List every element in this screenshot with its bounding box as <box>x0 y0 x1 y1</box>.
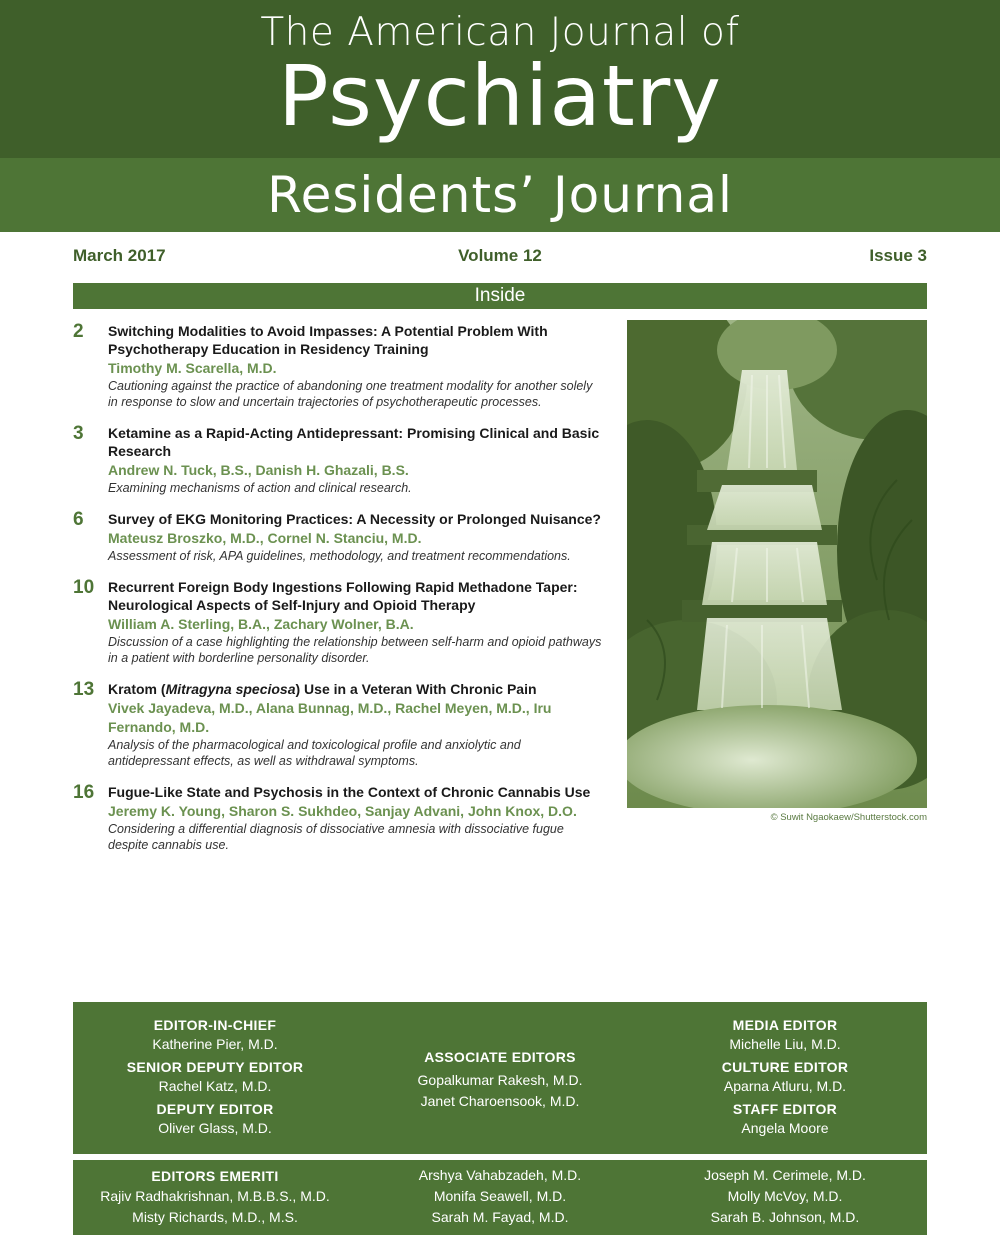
toc-page-number: 13 <box>73 679 95 700</box>
masthead-top-band <box>0 0 1000 158</box>
journal-subtitle: Residents’ Journal <box>267 166 733 224</box>
toc-title: Ketamine as a Rapid-Acting Antidepressant: Promising Clinical and Basic Research <box>108 425 600 459</box>
editors-box <box>73 1002 927 1154</box>
toc-description: Cautioning against the practice of abandoning one treatment modality for another solely in response to slow and uncertain trajectories of psychotherapeutic processes. <box>108 379 593 409</box>
editor-name: Katherine Pier, M.D. <box>152 1036 278 1052</box>
editor-name: Rachel Katz, M.D. <box>158 1078 272 1094</box>
emeriti-name: Arshya Vahabzadeh, M.D. <box>418 1167 582 1183</box>
toc-authors: William A. Sterling, B.A., Zachary Wolner, B.A. <box>108 616 414 632</box>
waterfall-photo <box>627 320 927 808</box>
issue-volume: Volume 12 <box>458 246 542 265</box>
toc-item[interactable] <box>73 680 603 769</box>
toc-title-part: ) Use in a Veteran With Chronic Pain <box>295 681 537 697</box>
editor-name: Angela Moore <box>741 1120 829 1136</box>
emeriti-name: Joseph M. Cerimele, M.D. <box>704 1167 866 1183</box>
inside-header: Inside <box>73 283 927 309</box>
toc-item[interactable] <box>73 578 603 666</box>
toc-authors: Timothy M. Scarella, M.D. <box>108 360 277 376</box>
emeriti-column-1 <box>73 1166 357 1228</box>
editor-role: MEDIA EDITOR <box>732 1017 838 1033</box>
toc-page-number: 6 <box>73 509 84 530</box>
toc-title-species: Mitragyna speciosa <box>165 681 296 697</box>
emeriti-name: Sarah M. Fayad, M.D. <box>431 1209 569 1225</box>
waterfall-illustration <box>627 320 927 808</box>
table-of-contents <box>73 322 603 867</box>
toc-title: Fugue-Like State and Psychosis in the Context of Chronic Cannabis Use <box>108 784 591 800</box>
toc-page-number: 10 <box>73 577 95 598</box>
toc-description: Assessment of risk, APA guidelines, methodology, and treatment recommendations. <box>108 549 571 563</box>
toc-authors: Vivek Jayadeva, M.D., Alana Bunnag, M.D., Rachel Meyen, M.D., Iru Fernando, M.D. <box>108 700 552 735</box>
journal-title-line1: The American Journal of <box>260 10 740 55</box>
toc-authors: Mateusz Broszko, M.D., Cornel N. Stanciu, M.D. <box>108 530 422 546</box>
toc-title-part: Kratom ( <box>108 681 166 697</box>
journal-title-psychiatry: Psychiatry <box>277 47 723 145</box>
editor-role: DEPUTY EDITOR <box>156 1101 274 1117</box>
masthead-subtitle-band <box>0 158 1000 232</box>
toc-item[interactable] <box>73 424 603 496</box>
editors-right-column <box>643 1016 927 1142</box>
editor-role: ASSOCIATE EDITORS <box>424 1049 576 1065</box>
toc-description: Analysis of the pharmacological and toxicological profile and anxiolytic and antidepressant effects, as well as withdrawal symptoms. <box>108 738 521 768</box>
emeriti-name: Sarah B. Johnson, M.D. <box>710 1209 860 1225</box>
editors-center-column <box>358 1048 642 1112</box>
editors-emeriti-box <box>73 1160 927 1235</box>
toc-title <box>108 680 603 698</box>
editor-name: Oliver Glass, M.D. <box>158 1120 272 1136</box>
emeriti-column-3 <box>643 1165 927 1228</box>
emeriti-name: Molly McVoy, M.D. <box>727 1188 843 1204</box>
toc-description: Considering a differential diagnosis of dissociative amnesia with dissociative fugue despite cannabis use. <box>108 822 564 852</box>
editor-name: Michelle Liu, M.D. <box>729 1036 841 1052</box>
toc-title: Switching Modalities to Avoid Impasses: A Potential Problem With Psychotherapy Education in Residency Training <box>108 323 548 357</box>
editor-role: CULTURE EDITOR <box>721 1059 849 1075</box>
toc-page-number: 3 <box>73 423 84 444</box>
issue-number: Issue 3 <box>869 246 927 265</box>
emeriti-name: Rajiv Radhakrishnan, M.B.B.S., M.D. <box>100 1188 330 1204</box>
toc-item[interactable] <box>73 783 603 853</box>
issue-date: March 2017 <box>73 246 166 265</box>
emeriti-column-2 <box>358 1165 642 1228</box>
toc-title: Recurrent Foreign Body Ingestions Following Rapid Methadone Taper: Neurological Aspects of Self-Injury and Opioid Therapy <box>108 579 578 613</box>
toc-item[interactable] <box>73 510 603 564</box>
photo-credit: © Suwit Ngaokaew/Shutterstock.com <box>770 812 927 823</box>
editor-role: EDITOR-IN-CHIEF <box>153 1017 277 1033</box>
editor-name: Aparna Atluru, M.D. <box>723 1078 847 1094</box>
toc-authors: Andrew N. Tuck, B.S., Danish H. Ghazali, B.S. <box>108 462 409 478</box>
issue-info-row <box>73 246 927 270</box>
editor-role: SENIOR DEPUTY EDITOR <box>126 1059 304 1075</box>
toc-page-number: 2 <box>73 321 84 342</box>
toc-title: Survey of EKG Monitoring Practices: A Necessity or Prolonged Nuisance? <box>108 511 601 527</box>
editor-name: Janet Charoensook, M.D. <box>420 1093 580 1109</box>
editor-role: STAFF EDITOR <box>732 1101 838 1117</box>
toc-description: Examining mechanisms of action and clinical research. <box>108 481 412 495</box>
toc-page-number: 16 <box>73 782 95 803</box>
editors-left-column <box>73 1016 357 1142</box>
emeriti-role: EDITORS EMERITI <box>151 1168 279 1184</box>
toc-authors: Jeremy K. Young, Sharon S. Sukhdeo, Sanjay Advani, John Knox, D.O. <box>108 803 577 819</box>
emeriti-name: Monifa Seawell, M.D. <box>433 1188 567 1204</box>
toc-description: Discussion of a case highlighting the relationship between self-harm and opioid pathways in a patient with borderline personality disorder. <box>108 635 602 665</box>
toc-item[interactable] <box>73 322 603 410</box>
emeriti-name: Misty Richards, M.D., M.S. <box>132 1209 298 1225</box>
editor-name: Gopalkumar Rakesh, M.D. <box>417 1072 583 1088</box>
